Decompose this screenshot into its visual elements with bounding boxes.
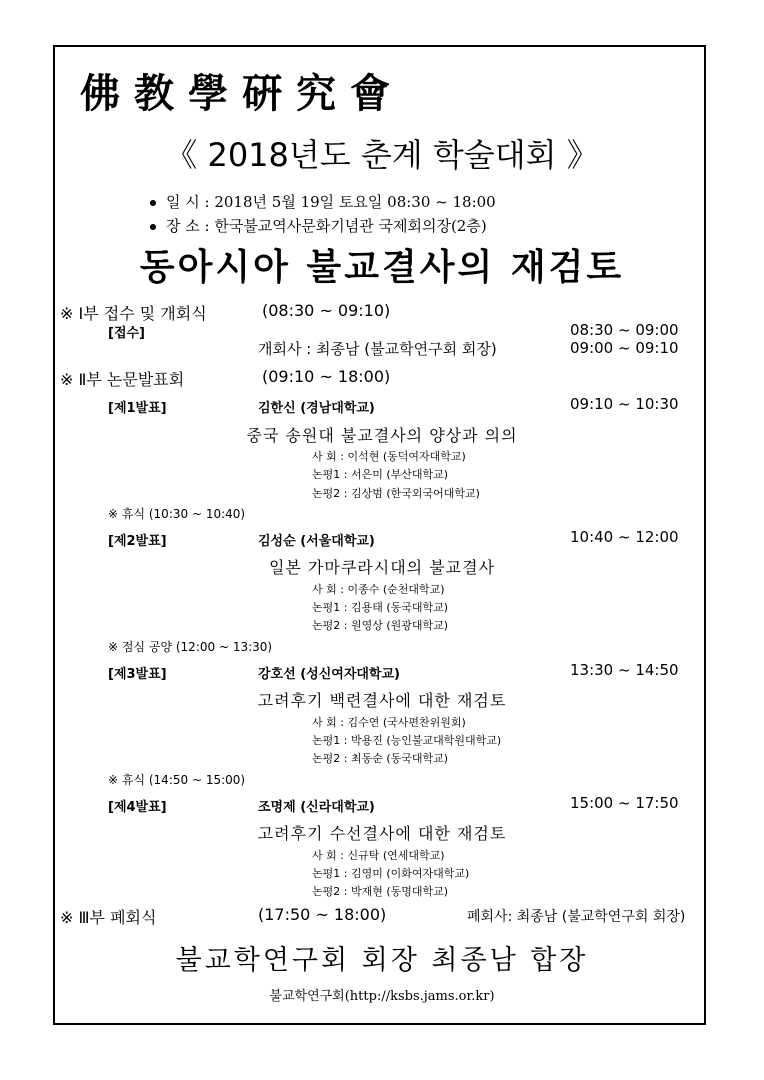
break-2: ※ 점심 공양 (12:00 ~ 13:30) xyxy=(108,640,273,654)
bullet-icon xyxy=(150,200,156,206)
session4-discussant1: 논평1 : 김영미 (이화여자대학교) xyxy=(312,867,470,880)
society-brand: 佛教學硏究會 xyxy=(80,70,404,117)
session3-chair: 사 회 : 김수연 (국사편찬위원회) xyxy=(312,716,466,729)
part2-title: ※ Ⅱ부 논문발표회 xyxy=(60,370,185,389)
info-date: 일 시 : 2018년 5월 19일 토요일 08:30 ~ 18:00 xyxy=(150,191,496,212)
reception-label: [접수] xyxy=(108,326,145,341)
part1-title: ※ Ⅰ부 접수 및 개회식 xyxy=(60,304,207,323)
session2-discussant1: 논평1 : 김용태 (동국대학교) xyxy=(312,601,449,614)
session2-time: 10:40 ~ 12:00 xyxy=(570,528,679,546)
opening-speech: 개회사 : 최종남 (불교학연구회 회장) xyxy=(258,340,497,358)
session2-discussant2: 논평2 : 원영상 (원광대학교) xyxy=(312,619,449,632)
session4-chair: 사 회 : 신규탁 (연세대학교) xyxy=(312,849,445,862)
reception-time: 08:30 ~ 09:00 xyxy=(570,321,679,339)
break-3: ※ 휴식 (14:50 ~ 15:00) xyxy=(108,773,246,787)
session4-presenter: 조명제 (신라대학교) xyxy=(258,800,375,815)
session1-discussant2: 논평2 : 김상범 (한국외국어대학교) xyxy=(312,487,480,500)
session4-discussant2: 논평2 : 박재현 (동명대학교) xyxy=(312,885,449,898)
session2-label: [제2발표] xyxy=(108,534,167,549)
closing-speech: 폐회사: 최종남 (불교학연구회 회장) xyxy=(467,909,686,925)
session1-chair: 사 회 : 이석현 (동덕여자대학교) xyxy=(312,450,466,463)
session3-time: 13:30 ~ 14:50 xyxy=(570,661,679,679)
part3-title: ※ Ⅲ부 폐회식 xyxy=(60,908,157,927)
session1-presenter: 김한신 (경남대학교) xyxy=(258,401,375,416)
session3-presenter: 강호선 (성신여자대학교) xyxy=(258,667,400,682)
session3-discussant2: 논평2 : 최동순 (동국대학교) xyxy=(312,752,449,765)
closing-signature: 불교학연구회 회장 최종남 합장 xyxy=(175,945,589,976)
session1-discussant1: 논평1 : 서은미 (부산대학교) xyxy=(312,468,449,481)
event-title: 《 2018년도 춘계 학술대회 》 xyxy=(165,136,599,174)
opening-time: 09:00 ~ 09:10 xyxy=(570,339,679,357)
session2-chair: 사 회 : 이종수 (순천대학교) xyxy=(312,583,445,596)
session3-discussant1: 논평1 : 박용진 (능인불교대학원대학교) xyxy=(312,734,502,747)
session2-paper: 일본 가마쿠라시대의 불교결사 xyxy=(268,558,496,577)
session1-time: 09:10 ~ 10:30 xyxy=(570,395,679,413)
session4-time: 15:00 ~ 17:50 xyxy=(570,794,679,812)
session3-label: [제3발표] xyxy=(108,667,167,682)
info-venue: 장 소 : 한국불교역사문화기념관 국제회의장(2층) xyxy=(150,215,487,236)
part1-time: (08:30 ~ 09:10) xyxy=(262,301,391,320)
session4-label: [제4발표] xyxy=(108,800,167,815)
bullet-icon xyxy=(150,224,156,230)
session4-paper: 고려후기 수선결사에 대한 재검토 xyxy=(257,824,507,843)
session3-paper: 고려후기 백련결사에 대한 재검토 xyxy=(257,691,507,710)
society-website: 불교학연구회(http://ksbs.jams.or.kr) xyxy=(269,989,495,1004)
break-1: ※ 휴식 (10:30 ~ 10:40) xyxy=(108,507,246,521)
part3-time: (17:50 ~ 18:00) xyxy=(258,905,387,924)
session1-paper: 중국 송원대 불교결사의 양상과 의의 xyxy=(246,426,518,445)
session1-label: [제1발표] xyxy=(108,401,167,416)
conference-theme: 동아시아 불교결사의 재검토 xyxy=(139,247,625,288)
session2-presenter: 김성순 (서울대학교) xyxy=(258,534,375,549)
part2-time: (09:10 ~ 18:00) xyxy=(262,367,391,386)
